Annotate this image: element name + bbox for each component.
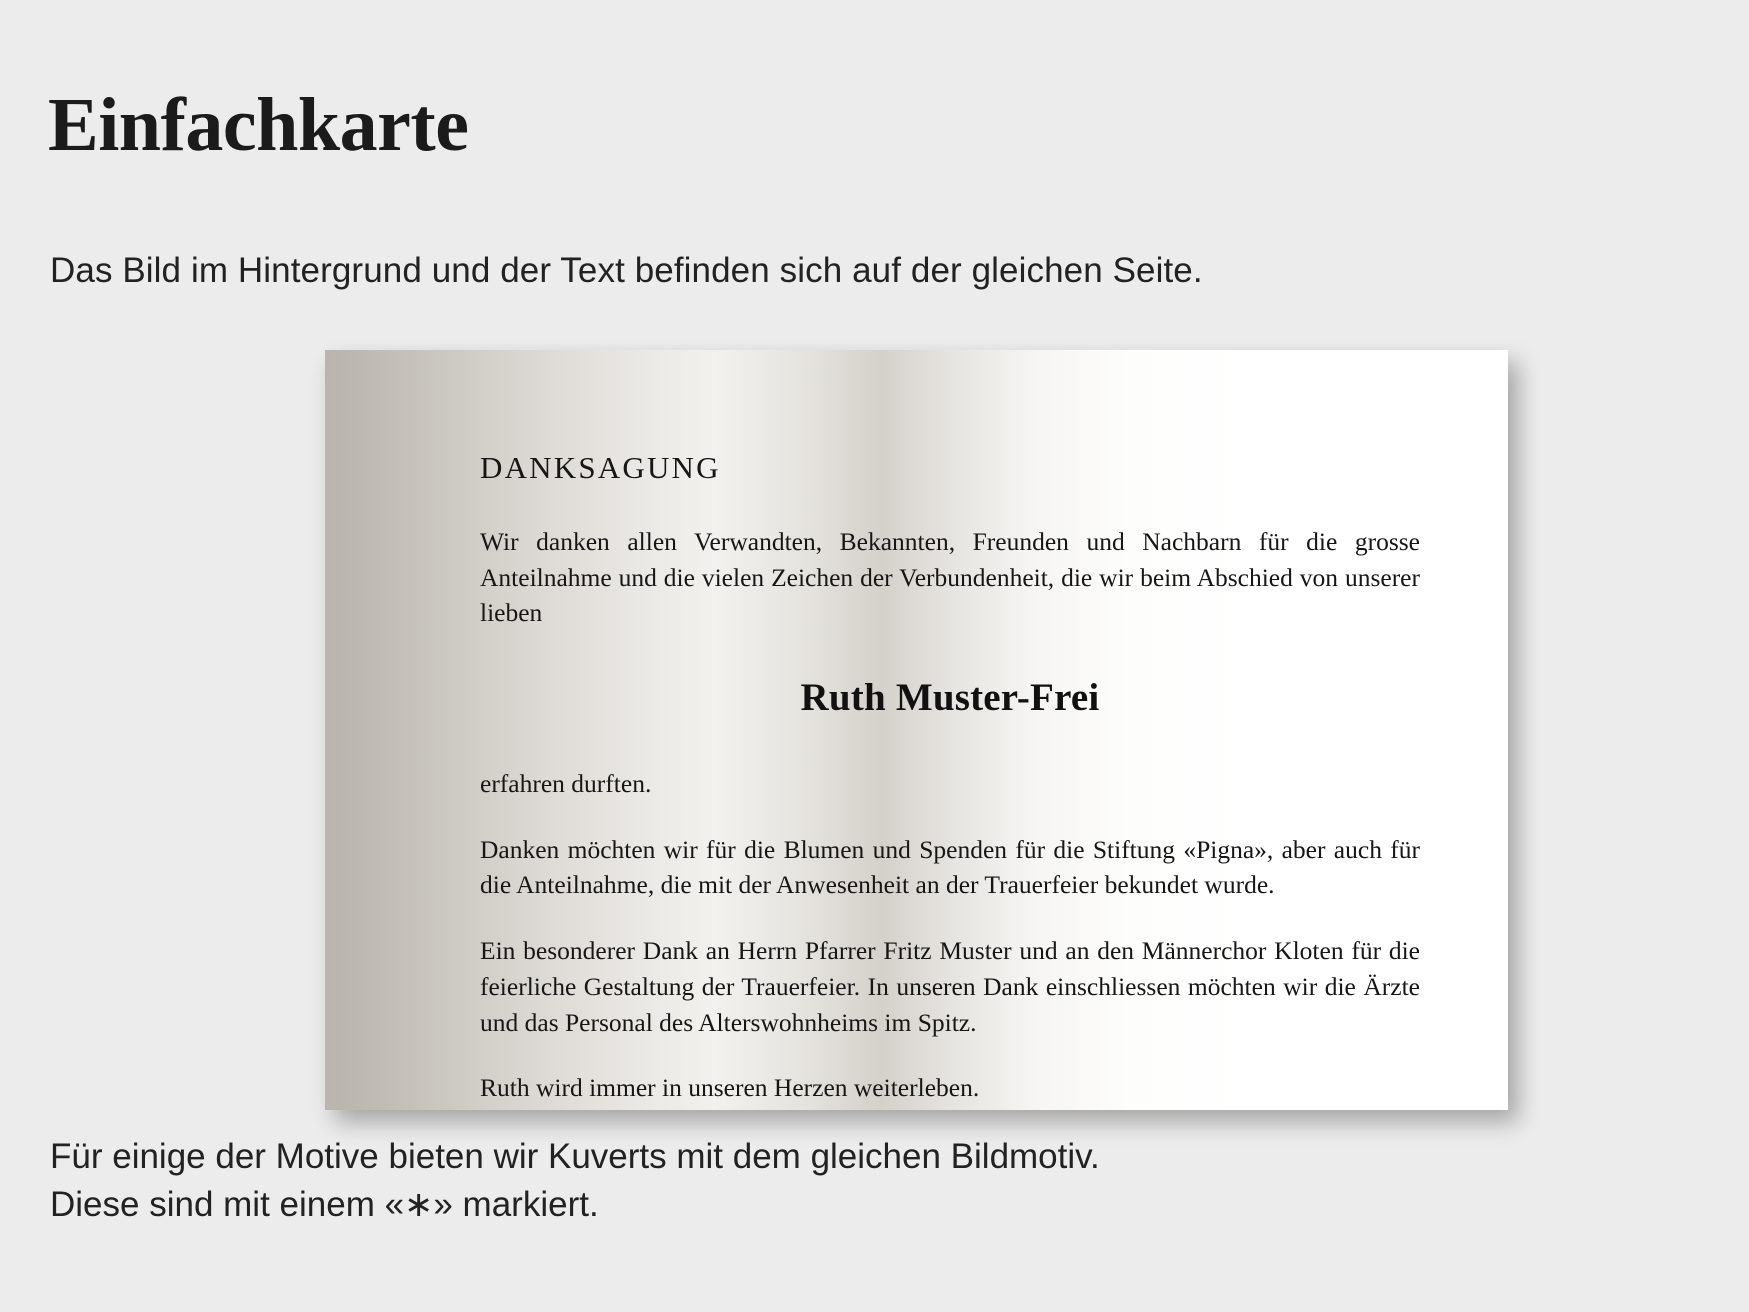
card-paragraph-4: Ein besonderer Dank an Herrn Pfarrer Fritz Muster und an den Männerchor Kloten für die feierliche Gestaltung der Trauerfeier. In unseren Dank einschliessen möchten wir die Ärzte und das Personal des Alterswohnheims im Spitz. <box>480 936 1420 1037</box>
page-subtitle: Das Bild im Hintergrund und der Text befinden sich auf der gleichen Seite. <box>50 251 1203 290</box>
card-heading: DANKSAGUNG <box>480 450 721 485</box>
bottom-note-line-1: Für einige der Motive bieten wir Kuverts mit dem gleichen Bildmotiv. <box>50 1137 1100 1176</box>
bottom-note-line-2: Diese sind mit einem «∗» markiert. <box>50 1185 599 1225</box>
deceased-name: Ruth Muster-Frei <box>800 676 1100 720</box>
card-text-block <box>480 450 1420 1110</box>
card-paragraph-3: Danken möchten wir für die Blumen und Spenden für die Stiftung «Pigna», aber auch für die Anteilnahme, die mit der Anwesenheit an der Trauerfeier bekundet wurde. <box>480 834 1420 900</box>
card-preview <box>325 350 1508 1110</box>
card-paragraph-5: Ruth wird immer in unseren Herzen weiterleben. <box>480 1073 980 1103</box>
card-paragraph-1: Wir danken allen Verwandten, Bekannten, Freunden und Nachbarn für die grosse Anteilnahme und die vielen Zeichen der Verbundenheit, die wir beim Abschied von unserer lieben <box>480 527 1420 628</box>
thank-you-card <box>325 350 1508 1110</box>
bottom-note <box>50 1133 1100 1230</box>
card-paragraph-2: erfahren durften. <box>480 769 652 799</box>
page-title: Einfachkarte <box>48 82 469 167</box>
